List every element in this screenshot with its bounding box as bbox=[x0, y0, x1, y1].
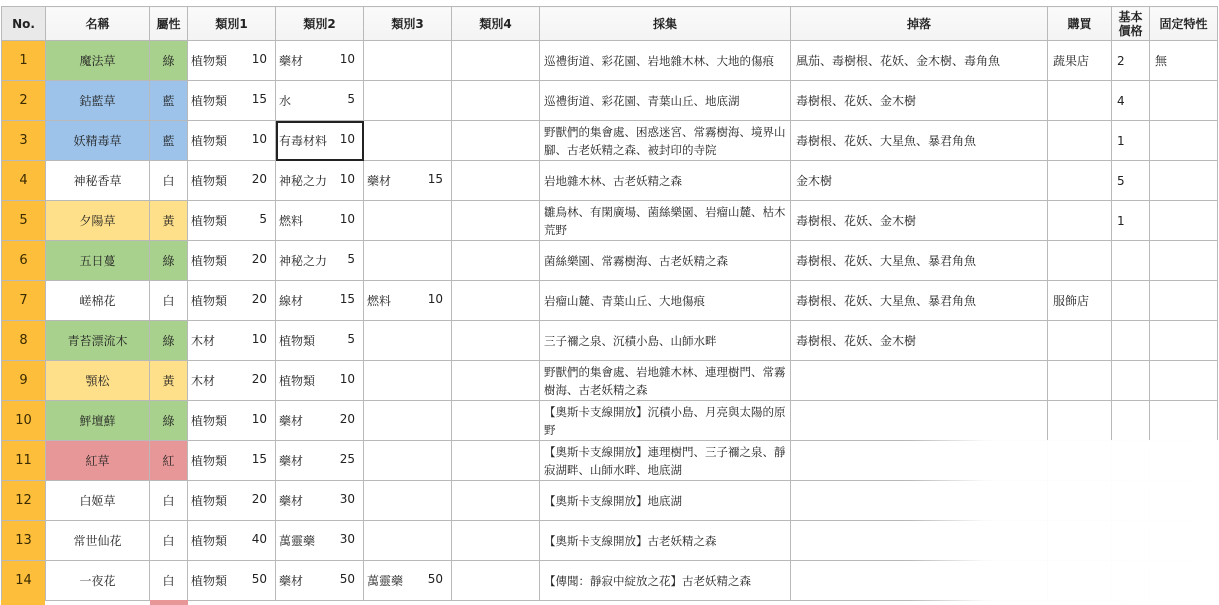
cell-attr[interactable]: 綠 bbox=[150, 401, 188, 441]
cat2-value: 50 bbox=[339, 572, 355, 586]
cell-cat2[interactable] bbox=[276, 361, 364, 401]
cell-drop[interactable]: 毒樹根、花妖、大星魚、暴君角魚 bbox=[791, 241, 1048, 281]
cell-name[interactable]: 紅草 bbox=[46, 441, 150, 481]
cell-price[interactable]: 2 bbox=[1112, 41, 1150, 81]
cell-attr[interactable]: 黃 bbox=[150, 361, 188, 401]
table-row bbox=[2, 441, 1218, 481]
cat3-label: 藥材 bbox=[367, 174, 392, 188]
cell-gather[interactable]: 菌絲樂園、常霧樹海、古老妖精之森 bbox=[540, 241, 791, 281]
cat1-label: 植物類 bbox=[191, 414, 228, 428]
cell-cat1[interactable] bbox=[188, 161, 276, 201]
cat1-label: 植物類 bbox=[191, 174, 228, 188]
cell-drop[interactable] bbox=[791, 521, 1048, 561]
cell-attr[interactable]: 綠 bbox=[150, 41, 188, 81]
cat1-value: 10 bbox=[251, 412, 267, 426]
cell-name[interactable]: 一夜花 bbox=[46, 561, 150, 601]
cell-no[interactable]: 5 bbox=[2, 201, 46, 241]
cell-attr[interactable]: 藍 bbox=[150, 121, 188, 161]
next-row-peek bbox=[1, 600, 1219, 605]
cell-buy[interactable] bbox=[1048, 561, 1112, 601]
cell-trait[interactable] bbox=[1150, 481, 1218, 521]
cell-no[interactable]: 8 bbox=[2, 321, 46, 361]
cell-drop[interactable]: 毒樹根、花妖、大星魚、暴君角魚 bbox=[791, 281, 1048, 321]
cell-cat1[interactable] bbox=[188, 41, 276, 81]
cat3-value: 10 bbox=[427, 292, 443, 306]
cell-name[interactable]: 夕陽草 bbox=[46, 201, 150, 241]
cat1-value: 20 bbox=[251, 292, 267, 306]
cell-no[interactable]: 3 bbox=[2, 121, 46, 161]
cat2-value: 20 bbox=[339, 412, 355, 426]
cell-cat2[interactable] bbox=[276, 81, 364, 121]
cat1-label: 植物類 bbox=[191, 134, 228, 148]
table-row bbox=[2, 161, 1218, 201]
cell-cat3[interactable] bbox=[364, 121, 452, 161]
cell-cat3[interactable] bbox=[364, 41, 452, 81]
cell-drop[interactable] bbox=[791, 441, 1048, 481]
cell-price[interactable] bbox=[1112, 561, 1150, 601]
table-row bbox=[2, 41, 1218, 81]
cell-cat1[interactable] bbox=[188, 121, 276, 161]
cell-cat4[interactable] bbox=[452, 81, 540, 121]
cell-drop[interactable] bbox=[791, 561, 1048, 601]
cell-attr[interactable]: 白 bbox=[150, 521, 188, 561]
cell-attr[interactable]: 白 bbox=[150, 481, 188, 521]
cell-buy[interactable]: 服飾店 bbox=[1048, 281, 1112, 321]
cell-name[interactable]: 妖精毒草 bbox=[46, 121, 150, 161]
cell-cat2[interactable] bbox=[276, 121, 364, 161]
cell-cat1[interactable] bbox=[188, 361, 276, 401]
cat2-value: 10 bbox=[339, 52, 355, 66]
cell-attr[interactable]: 綠 bbox=[150, 241, 188, 281]
table-row bbox=[2, 201, 1218, 241]
cat2-label: 線材 bbox=[279, 294, 304, 308]
cell-cat1[interactable] bbox=[188, 521, 276, 561]
cell-price[interactable] bbox=[1112, 481, 1150, 521]
cell-trait[interactable] bbox=[1150, 321, 1218, 361]
cell-price[interactable]: 4 bbox=[1112, 81, 1150, 121]
cell-gather[interactable]: 岩地雜木林、古老妖精之森 bbox=[540, 161, 791, 201]
cell-cat2[interactable] bbox=[276, 481, 364, 521]
table-row bbox=[2, 401, 1218, 441]
header-attr[interactable]: 屬性 bbox=[150, 7, 188, 41]
cell-trait[interactable] bbox=[1150, 361, 1218, 401]
cat1-label: 植物類 bbox=[191, 454, 228, 468]
cat1-value: 15 bbox=[251, 92, 267, 106]
header-buy[interactable]: 購買 bbox=[1048, 7, 1112, 41]
cell-cat2[interactable] bbox=[276, 321, 364, 361]
cell-gather[interactable]: 【傳聞：靜寂中綻放之花】古老妖精之森 bbox=[540, 561, 791, 601]
cell-price[interactable] bbox=[1112, 521, 1150, 561]
cell-cat1[interactable] bbox=[188, 281, 276, 321]
cell-attr[interactable]: 綠 bbox=[150, 321, 188, 361]
cat2-value: 15 bbox=[339, 292, 355, 306]
cat1-value: 20 bbox=[251, 252, 267, 266]
cell-cat2[interactable] bbox=[276, 41, 364, 81]
cell-buy[interactable] bbox=[1048, 401, 1112, 441]
cat2-label: 藥材 bbox=[279, 454, 304, 468]
cell-attr[interactable]: 白 bbox=[150, 561, 188, 601]
table-row bbox=[2, 361, 1218, 401]
table-row bbox=[2, 321, 1218, 361]
cat1-value: 10 bbox=[251, 332, 267, 346]
cat1-label: 植物類 bbox=[191, 294, 228, 308]
cat1-value: 20 bbox=[251, 372, 267, 386]
cell-no[interactable]: 12 bbox=[2, 481, 46, 521]
cell-buy[interactable] bbox=[1048, 161, 1112, 201]
cell-trait[interactable] bbox=[1150, 81, 1218, 121]
header-no[interactable]: No. bbox=[2, 7, 46, 41]
cell-cat4[interactable] bbox=[452, 481, 540, 521]
cell-drop[interactable]: 風茄、毒樹根、花妖、金木樹、毒角魚 bbox=[791, 41, 1048, 81]
cell-cat2[interactable] bbox=[276, 281, 364, 321]
cat1-value: 50 bbox=[251, 572, 267, 586]
cat2-value: 5 bbox=[347, 252, 355, 266]
cat1-label: 植物類 bbox=[191, 534, 228, 548]
cell-cat4[interactable] bbox=[452, 361, 540, 401]
cat1-value: 10 bbox=[251, 52, 267, 66]
cell-gather[interactable]: 野獸們的集會處、困惑迷宮、常霧樹海、境界山腳、古老妖精之森、被封印的寺院 bbox=[540, 121, 791, 161]
cell-name[interactable]: 魔法草 bbox=[46, 41, 150, 81]
cell-cat2[interactable] bbox=[276, 401, 364, 441]
cell-gather[interactable]: 【奧斯卡支線開放】地底湖 bbox=[540, 481, 791, 521]
cell-no[interactable]: 10 bbox=[2, 401, 46, 441]
cell-name[interactable]: 鈷藍草 bbox=[46, 81, 150, 121]
cell-gather[interactable]: 野獸們的集會處、岩地雜木林、連理樹門、常霧樹海、古老妖精之森 bbox=[540, 361, 791, 401]
cat1-value: 15 bbox=[251, 452, 267, 466]
cat1-label: 植物類 bbox=[191, 54, 228, 68]
cat1-label: 植物類 bbox=[191, 214, 228, 228]
cell-cat3[interactable] bbox=[364, 201, 452, 241]
cell-gather[interactable]: 【奧斯卡支線開放】古老妖精之森 bbox=[540, 521, 791, 561]
cell-cat3[interactable] bbox=[364, 281, 452, 321]
cell-price[interactable] bbox=[1112, 401, 1150, 441]
header-row bbox=[2, 7, 1218, 41]
cat2-value: 30 bbox=[339, 532, 355, 546]
cell-drop[interactable]: 毒樹根、花妖、金木樹 bbox=[791, 81, 1048, 121]
cat2-label: 水 bbox=[279, 94, 292, 108]
cell-cat3[interactable] bbox=[364, 561, 452, 601]
cat3-label: 燃料 bbox=[367, 294, 392, 308]
cell-no[interactable]: 7 bbox=[2, 281, 46, 321]
header-name[interactable]: 名稱 bbox=[46, 7, 150, 41]
cell-attr[interactable]: 白 bbox=[150, 161, 188, 201]
cell-buy[interactable] bbox=[1048, 361, 1112, 401]
cell-price[interactable] bbox=[1112, 281, 1150, 321]
cell-attr[interactable]: 黃 bbox=[150, 201, 188, 241]
cat2-label: 燃料 bbox=[279, 214, 304, 228]
cell-cat4[interactable] bbox=[452, 521, 540, 561]
cell-cat1[interactable] bbox=[188, 481, 276, 521]
cell-buy[interactable] bbox=[1048, 441, 1112, 481]
cell-gather[interactable]: 【奧斯卡支線開放】沉積小島、月亮與太陽的原野 bbox=[540, 401, 791, 441]
cell-price[interactable] bbox=[1112, 241, 1150, 281]
cell-cat2[interactable] bbox=[276, 161, 364, 201]
cell-trait[interactable] bbox=[1150, 161, 1218, 201]
cat3-value: 15 bbox=[427, 172, 443, 186]
cell-cat3[interactable] bbox=[364, 481, 452, 521]
cat2-value: 10 bbox=[339, 212, 355, 226]
cell-name[interactable]: 五日蔓 bbox=[46, 241, 150, 281]
cat2-value: 30 bbox=[339, 492, 355, 506]
cell-cat4[interactable] bbox=[452, 201, 540, 241]
cell-no[interactable]: 9 bbox=[2, 361, 46, 401]
table-row bbox=[2, 241, 1218, 281]
cell-trait[interactable] bbox=[1150, 521, 1218, 561]
cell-drop[interactable] bbox=[791, 361, 1048, 401]
cell-price[interactable]: 1 bbox=[1112, 201, 1150, 241]
header-cat3[interactable]: 類別3 bbox=[364, 7, 452, 41]
cat1-label: 植物類 bbox=[191, 574, 228, 588]
cell-drop[interactable] bbox=[791, 401, 1048, 441]
table-row bbox=[2, 481, 1218, 521]
cell-buy[interactable] bbox=[1048, 241, 1112, 281]
cell-gather[interactable]: 雛鳥林、有閑廣場、菌絲樂園、岩瘤山麓、枯木荒野 bbox=[540, 201, 791, 241]
cat1-value: 10 bbox=[251, 132, 267, 146]
cell-cat4[interactable] bbox=[452, 121, 540, 161]
cell-cat1[interactable] bbox=[188, 201, 276, 241]
cat1-label: 植物類 bbox=[191, 494, 228, 508]
cell-cat3[interactable] bbox=[364, 401, 452, 441]
cell-name[interactable]: 顎松 bbox=[46, 361, 150, 401]
header-price[interactable]: 基本價格 bbox=[1112, 7, 1150, 41]
cell-buy[interactable] bbox=[1048, 81, 1112, 121]
cell-attr[interactable]: 白 bbox=[150, 281, 188, 321]
cell-no[interactable]: 6 bbox=[2, 241, 46, 281]
cat2-label: 藥材 bbox=[279, 574, 304, 588]
cell-cat4[interactable] bbox=[452, 41, 540, 81]
table-body bbox=[2, 41, 1218, 601]
cat2-value: 10 bbox=[339, 132, 355, 146]
cell-price[interactable] bbox=[1112, 321, 1150, 361]
header-cat2[interactable]: 類別2 bbox=[276, 7, 364, 41]
cell-cat1[interactable] bbox=[188, 401, 276, 441]
cell-buy[interactable] bbox=[1048, 201, 1112, 241]
cell-cat4[interactable] bbox=[452, 241, 540, 281]
header-trait[interactable]: 固定特性 bbox=[1150, 7, 1218, 41]
cell-cat4[interactable] bbox=[452, 561, 540, 601]
cell-cat2[interactable] bbox=[276, 561, 364, 601]
cell-trait[interactable] bbox=[1150, 401, 1218, 441]
cell-buy[interactable] bbox=[1048, 521, 1112, 561]
cat2-value: 25 bbox=[339, 452, 355, 466]
cell-gather[interactable]: 巡禮街道、彩花園、青葉山丘、地底湖 bbox=[540, 81, 791, 121]
cell-drop[interactable]: 金木樹 bbox=[791, 161, 1048, 201]
cell-cat2[interactable] bbox=[276, 201, 364, 241]
cell-price[interactable]: 1 bbox=[1112, 121, 1150, 161]
cat2-value: 10 bbox=[339, 172, 355, 186]
cell-no[interactable]: 11 bbox=[2, 441, 46, 481]
cell-cat4[interactable] bbox=[452, 321, 540, 361]
cat2-value: 10 bbox=[339, 372, 355, 386]
cell-cat2[interactable] bbox=[276, 441, 364, 481]
cat2-value: 5 bbox=[347, 332, 355, 346]
cat2-label: 藥材 bbox=[279, 414, 304, 428]
cat1-label: 植物類 bbox=[191, 254, 228, 268]
cat1-value: 40 bbox=[251, 532, 267, 546]
cell-cat1[interactable] bbox=[188, 81, 276, 121]
cell-gather[interactable]: 巡禮街道、彩花園、岩地雜木林、大地的傷痕 bbox=[540, 41, 791, 81]
cell-price[interactable] bbox=[1112, 441, 1150, 481]
cell-cat4[interactable] bbox=[452, 281, 540, 321]
cat2-label: 植物類 bbox=[279, 334, 316, 348]
cell-name[interactable]: 嵯棉花 bbox=[46, 281, 150, 321]
cell-name[interactable]: 白姬草 bbox=[46, 481, 150, 521]
cat2-label: 藥材 bbox=[279, 54, 304, 68]
cell-cat1[interactable] bbox=[188, 321, 276, 361]
cell-name[interactable]: 常世仙花 bbox=[46, 521, 150, 561]
cell-cat4[interactable] bbox=[452, 441, 540, 481]
table-row bbox=[2, 561, 1218, 601]
cell-buy[interactable] bbox=[1048, 321, 1112, 361]
cat2-label: 藥材 bbox=[279, 494, 304, 508]
header-drop[interactable]: 掉落 bbox=[791, 7, 1048, 41]
header-gather[interactable]: 採集 bbox=[540, 7, 791, 41]
cat1-value: 5 bbox=[259, 212, 267, 226]
cat2-label: 植物類 bbox=[279, 374, 316, 388]
cell-trait[interactable] bbox=[1150, 121, 1218, 161]
cell-trait[interactable] bbox=[1150, 441, 1218, 481]
cell-trait[interactable] bbox=[1150, 561, 1218, 601]
cat2-label: 神秘之力 bbox=[279, 254, 328, 268]
cell-buy[interactable] bbox=[1048, 121, 1112, 161]
cell-trait[interactable] bbox=[1150, 281, 1218, 321]
cell-cat3[interactable] bbox=[364, 81, 452, 121]
cell-cat1[interactable] bbox=[188, 241, 276, 281]
cell-cat3[interactable] bbox=[364, 321, 452, 361]
cell-attr[interactable]: 紅 bbox=[150, 441, 188, 481]
cell-cat3[interactable] bbox=[364, 241, 452, 281]
cell-cat3[interactable] bbox=[364, 441, 452, 481]
cat1-label: 木材 bbox=[191, 334, 216, 348]
cell-cat4[interactable] bbox=[452, 161, 540, 201]
cell-gather[interactable]: 三子禰之泉、沉積小島、山師水畔 bbox=[540, 321, 791, 361]
cell-no[interactable]: 2 bbox=[2, 81, 46, 121]
table-row bbox=[2, 81, 1218, 121]
table-row bbox=[2, 281, 1218, 321]
cell-cat2[interactable] bbox=[276, 521, 364, 561]
table-row bbox=[2, 121, 1218, 161]
cell-drop[interactable]: 毒樹根、花妖、金木樹 bbox=[791, 201, 1048, 241]
header-cat4[interactable]: 類別4 bbox=[452, 7, 540, 41]
cat1-value: 20 bbox=[251, 172, 267, 186]
cell-drop[interactable]: 毒樹根、花妖、大星魚、暴君角魚 bbox=[791, 121, 1048, 161]
cell-cat3[interactable] bbox=[364, 521, 452, 561]
cat2-label: 萬靈藥 bbox=[279, 534, 316, 548]
cat3-value: 50 bbox=[427, 572, 443, 586]
cell-cat4[interactable] bbox=[452, 401, 540, 441]
cell-drop[interactable] bbox=[791, 481, 1048, 521]
cell-drop[interactable]: 毒樹根、花妖、金木樹 bbox=[791, 321, 1048, 361]
cell-cat3[interactable] bbox=[364, 161, 452, 201]
materials-table bbox=[1, 6, 1218, 601]
cell-cat1[interactable] bbox=[188, 441, 276, 481]
table-row bbox=[2, 521, 1218, 561]
cat1-label: 木材 bbox=[191, 374, 216, 388]
cell-gather[interactable]: 【奧斯卡支線開放】連理樹門、三子禰之泉、靜寂湖畔、山師水畔、地底湖 bbox=[540, 441, 791, 481]
cell-cat3[interactable] bbox=[364, 361, 452, 401]
cell-name[interactable]: 神秘香草 bbox=[46, 161, 150, 201]
cell-buy[interactable] bbox=[1048, 481, 1112, 521]
cell-trait[interactable]: 無 bbox=[1150, 41, 1218, 81]
cell-no[interactable]: 4 bbox=[2, 161, 46, 201]
cat2-label: 神秘之力 bbox=[279, 174, 328, 188]
cell-no[interactable]: 14 bbox=[2, 561, 46, 601]
cell-name[interactable]: 青苔漂流木 bbox=[46, 321, 150, 361]
cat1-label: 植物類 bbox=[191, 94, 228, 108]
cell-gather[interactable]: 岩瘤山麓、青葉山丘、大地傷痕 bbox=[540, 281, 791, 321]
cat3-label: 萬靈藥 bbox=[367, 574, 404, 588]
cell-attr[interactable]: 藍 bbox=[150, 81, 188, 121]
cell-no[interactable]: 13 bbox=[2, 521, 46, 561]
cell-trait[interactable] bbox=[1150, 201, 1218, 241]
cell-cat2[interactable] bbox=[276, 241, 364, 281]
cell-price[interactable]: 5 bbox=[1112, 161, 1150, 201]
cat1-value: 20 bbox=[251, 492, 267, 506]
cell-cat1[interactable] bbox=[188, 561, 276, 601]
cell-no[interactable]: 1 bbox=[2, 41, 46, 81]
cat2-label: 有毒材料 bbox=[279, 134, 328, 148]
cell-price[interactable] bbox=[1112, 361, 1150, 401]
cell-trait[interactable] bbox=[1150, 241, 1218, 281]
cat2-value: 5 bbox=[347, 92, 355, 106]
cell-name[interactable]: 鮃壇蘚 bbox=[46, 401, 150, 441]
header-cat1[interactable]: 類別1 bbox=[188, 7, 276, 41]
cell-buy[interactable]: 蔬果店 bbox=[1048, 41, 1112, 81]
